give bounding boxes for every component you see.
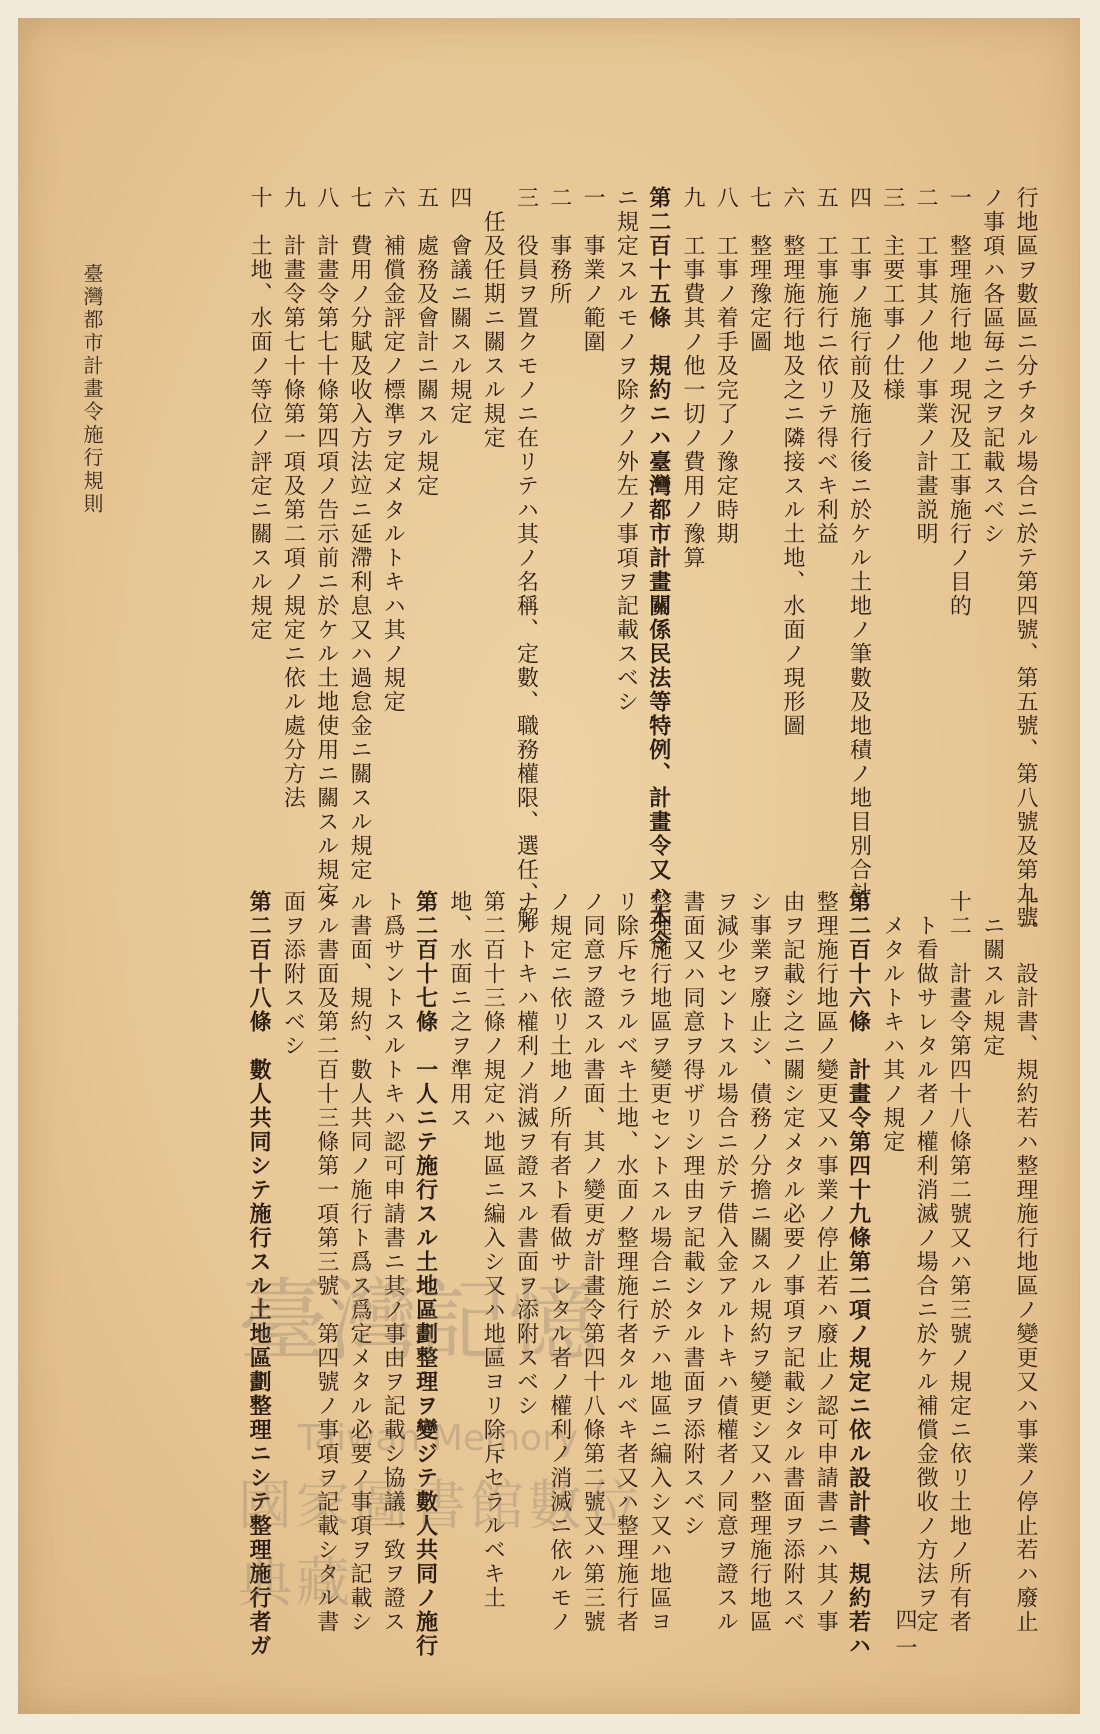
upper-text-column: 七 整理豫定圖 — [746, 186, 772, 354]
upper-text-column: 八 工事ノ着手及完了ノ豫定時期 — [713, 186, 739, 546]
upper-text-column: 二 事務所 — [546, 186, 572, 306]
watermark-english: Taiwan Memory — [298, 1418, 579, 1459]
upper-text-column: 四 工事ノ施行前及施行後ニ於ケル土地ノ筆數及地積ノ地目別合計 — [846, 186, 872, 906]
upper-text-column: 九 工事費其ノ他一切ノ費用ノ豫算 — [680, 186, 705, 570]
upper-text-column: 二 工事其ノ他ノ事業ノ計畫説明 — [913, 186, 939, 546]
upper-text-column: 八 計畫令第七十條第四項ノ告示前ニ於ケル土地使用ニ關スル規定 — [313, 186, 339, 906]
upper-text-column: 任及任期ニ關スル規定 — [480, 210, 506, 450]
lower-text-column: ル書面、規約、數人共同ノ施行ト爲ス爲定メタル必要ノ事項ヲ記載シ — [347, 890, 372, 1634]
lower-text-column: リ除斥セラルベキ土地、水面ノ整理施行者タルベキ者又ハ整理施行者 — [613, 890, 639, 1634]
lower-text-column: 第二百十八條 數人共同シテ施行スル土地區劃整理ニシテ整理施行者ガ — [246, 890, 273, 1658]
lower-text-column: 第二百十六條 計畫令第四十九條第二項ノ規定ニ依ル設計書、規約若ハ — [845, 890, 872, 1658]
lower-text-column: メタルトキハ其ノ規定 — [879, 914, 905, 1154]
upper-text-column: 第二百十五條 規約ニハ臺灣都市計畫關係民法等特例、計畫令又ハ本令 — [645, 186, 672, 954]
lower-text-column: 由ヲ記載シ之ニ關シ定メタル必要ノ事項ヲ記載シタル書面ヲ添附スベ — [779, 890, 805, 1634]
lower-text-column: 面ヲ添附スベシ — [280, 890, 306, 1058]
lower-text-column: タル書面及第二百十三條第一項第三號、第四號ノ事項ヲ記載シタル書 — [313, 890, 339, 1634]
lower-text-column: 整理施行地區ヲ變更セントスル場合ニ於テハ地區ニ編入シ又ハ地區ヨ — [646, 890, 672, 1634]
upper-text-column: 三 役員ヲ置クモノニ在リテハ其ノ名稱、定數、職務權限、選任、解 — [513, 186, 539, 930]
upper-text-column: 十 土地、水面ノ等位ノ評定ニ關スル規定 — [247, 186, 273, 642]
upper-text-column: ニ規定スルモノヲ除クノ外左ノ事項ヲ記載スベシ — [613, 186, 639, 714]
lower-text-column: ト爲サントスルトキハ認可申請書ニ其ノ事由ヲ記載シ協議一致ヲ證ス — [380, 890, 406, 1634]
watermark-chinese: 國家圖書館數位典藏 — [238, 1474, 644, 1614]
lower-text-column: 地、水面ニ之ヲ準用ス — [446, 890, 472, 1130]
upper-text-column: 一 事業ノ範圍 — [580, 186, 606, 354]
upper-text-column: ノ事項ハ各區毎ニ之ヲ記載スベシ — [979, 186, 1005, 546]
lower-text-column: ノ同意ヲ證スル書面、其ノ變更ガ計畫令第四十八條第二號又ハ第三號 — [580, 890, 606, 1634]
upper-text-column: 三 主要工事ノ仕様 — [879, 186, 905, 402]
running-header: 臺灣都市計畫令施行規則 — [80, 263, 104, 516]
lower-text-column: 書面又ハ同意ヲ得ザリシ理由ヲ記載シタル書面ヲ添附スベシ — [680, 890, 705, 1538]
upper-text-column: 四 會議ニ關スル規定 — [446, 186, 472, 426]
lower-text-column: 十一 設計書、規約若ハ整理施行地區ノ變更又ハ事業ノ停止若ハ廢止 — [1013, 890, 1038, 1634]
upper-text-column: 一 整理施行地ノ現況及工事施行ノ目的 — [946, 186, 972, 618]
page-number: 四一 — [892, 1608, 917, 1664]
lower-text-column: ト看做サレタル者ノ權利消滅ノ場合ニ於ケル補償金徴收ノ方法ヲ定 — [913, 914, 939, 1634]
upper-text-column: 行地區ヲ數區ニ分チタル場合ニ於テ第四號、第五號、第八號及第九號 — [1013, 186, 1038, 930]
lower-text-column: ヲ減少セントスル場合ニ於テ借入金アルトキハ債權者ノ同意ヲ證スル — [713, 890, 739, 1634]
lower-text-column: 整理施行地區ノ變更又ハ事業ノ停止若ハ廢止ノ認可申請書ニハ其ノ事 — [813, 890, 839, 1634]
upper-text-column: 六 補償金評定ノ標準ヲ定メタルトキハ其ノ規定 — [380, 186, 406, 714]
upper-text-column: 六 整理施行地及之ニ隣接スル土地、水面ノ現形圖 — [779, 186, 805, 738]
upper-text-column: 七 費用ノ分賦及收入方法竝ニ延滯利息又ハ過怠金ニ關スル規定 — [347, 186, 372, 882]
upper-text-column: 九 計畫令第七十條第一項及第二項ノ規定ニ依ル處分方法 — [280, 186, 306, 810]
upper-text-column: 五 工事施行ニ依リテ得ベキ利益 — [813, 186, 839, 546]
lower-text-column: 第二百十七條 一人ニテ施行スル土地區劃整理ヲ變ジテ數人共同ノ施行 — [412, 890, 439, 1658]
upper-text-column: 五 處務及會計ニ關スル規定 — [413, 186, 439, 498]
lower-text-column: ニ關スル規定 — [979, 914, 1005, 1058]
lower-text-column: ノ規定ニ依リ土地ノ所有者ト看做サレタル者ノ權利ノ消滅ニ依ルモノ — [546, 890, 572, 1634]
lower-text-column: 第二百十三條ノ規定ハ地區ニ編入シ又ハ地區ヨリ除斥セラルベキ土 — [480, 890, 506, 1610]
lower-text-column: シ事業ヲ廢止シ、債務ノ分擔ニ關スル規約ヲ變更シ又ハ整理施行地區 — [746, 890, 772, 1634]
watermark-brand: 臺灣記憶 — [238, 1269, 598, 1374]
document-page — [18, 18, 1080, 1714]
lower-text-column: ナルトキハ權利ノ消滅ヲ證スル書面ヲ添附スベシ — [513, 890, 539, 1418]
lower-text-column: 十二 計畫令第四十八條第二號又ハ第三號ノ規定ニ依リ土地ノ所有者 — [946, 890, 972, 1634]
